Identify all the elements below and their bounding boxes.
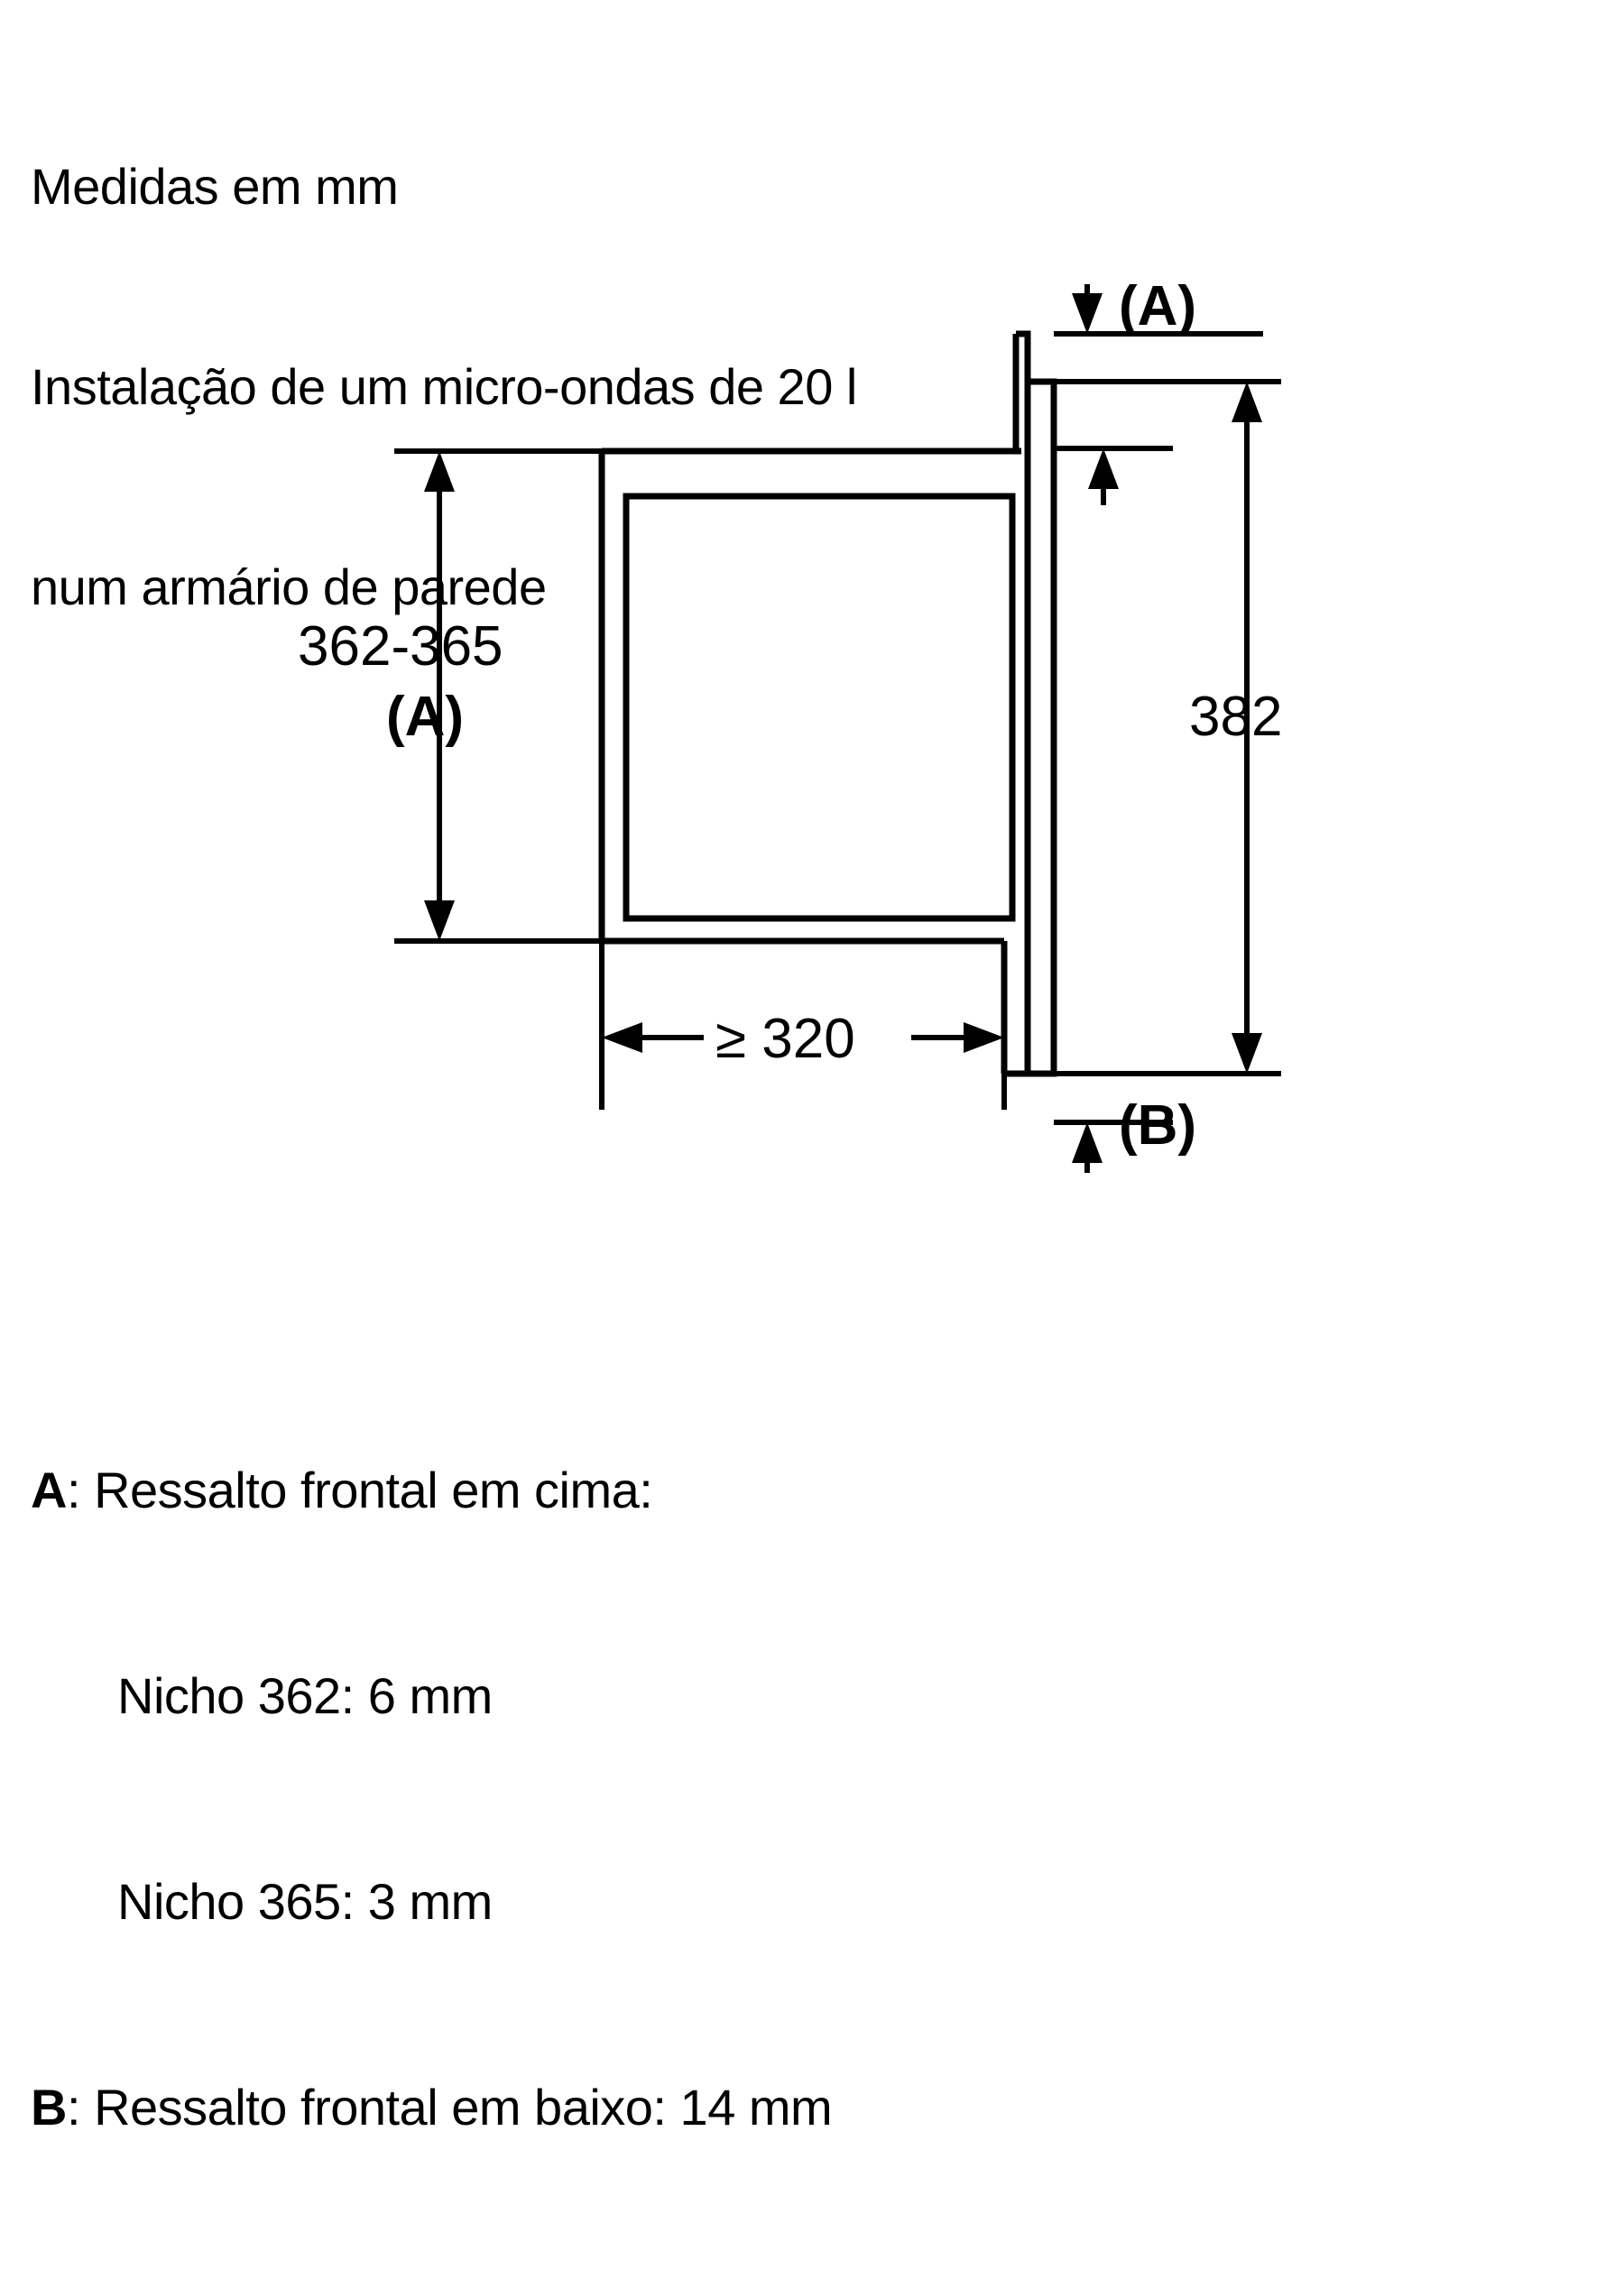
dimension-top-offset-label: (A) [1119, 275, 1197, 337]
header-line-1: Medidas em mm [31, 158, 399, 215]
header-line-3: num armário de parede [31, 558, 547, 615]
dimension-height-range-note: (A) [386, 686, 465, 748]
legend-b-key: B [31, 2079, 67, 2136]
legend-block [31, 1319, 832, 2279]
legend-a-detail-1: Nicho 362: 6 mm [117, 1667, 493, 1724]
dimension-bottom-offset-label: (B) [1119, 1094, 1197, 1157]
dimension-depth-label: ≥ 320 [715, 1008, 855, 1070]
legend-b-line [31, 2073, 832, 2142]
header-line-2: Instalação de um micro-ondas de 20 l [31, 358, 857, 415]
legend-a-detail-2: Nicho 365: 3 mm [117, 1873, 493, 1930]
dimension-front-height-label: 382 [1189, 686, 1283, 748]
cabinet-outline [602, 334, 1054, 1074]
dimension-height-range-label: 362-365 [298, 615, 503, 678]
legend-a-text: : Ressalto frontal em cima: [66, 1462, 653, 1518]
legend-b-text: : Ressalto frontal em baixo: 14 mm [66, 2079, 833, 2136]
legend-a-key: A [31, 1462, 67, 1518]
legend-a-line [31, 1456, 832, 1525]
